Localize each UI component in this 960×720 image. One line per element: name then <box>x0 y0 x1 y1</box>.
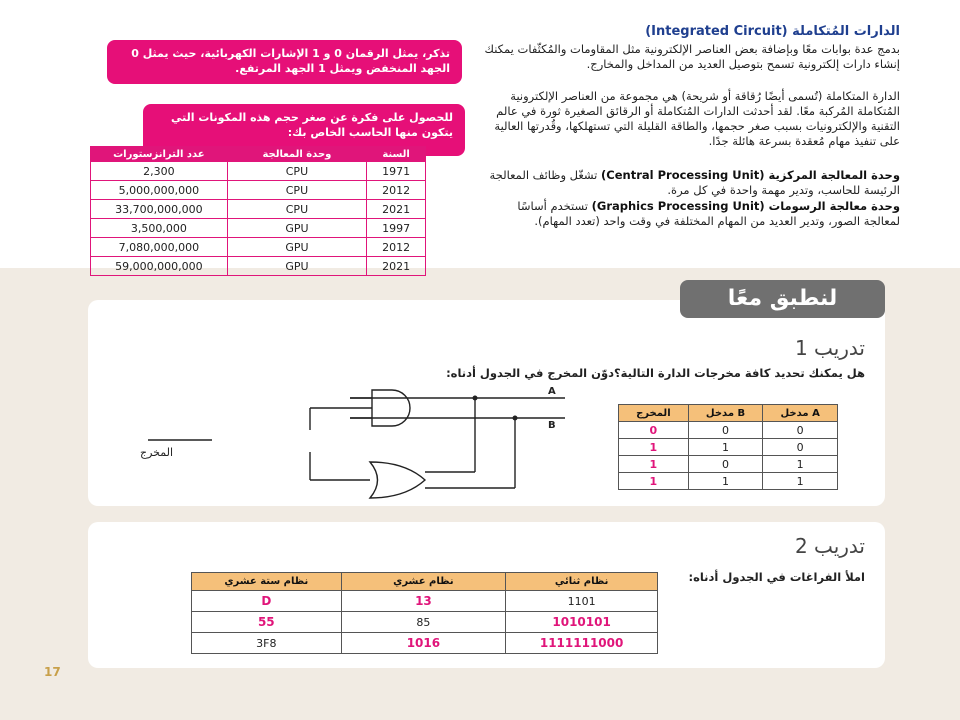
table-row <box>619 422 838 439</box>
table-row <box>192 633 658 654</box>
hex-value: D <box>192 591 342 612</box>
year: 2021 <box>367 257 426 276</box>
table-row <box>91 257 426 276</box>
input-b-value: 1 <box>688 439 763 456</box>
input-a-value: 1 <box>763 473 838 490</box>
input-b-value: 0 <box>688 422 763 439</box>
header-hex: نظام ستة عشري <box>192 573 342 591</box>
label-a: A <box>548 386 556 397</box>
cpu-description <box>480 168 900 198</box>
output-value: 1 <box>619 456 689 473</box>
exercise-1-question: هل يمكنك تحديد كافة مخرجات الدارة التالية؟دوّن المخرج في الجدول أدناه: <box>446 366 865 380</box>
transistor-count: 7,080,000,000 <box>91 238 228 257</box>
header-input-a: مدخل A <box>763 405 838 422</box>
number-systems-table <box>191 572 658 654</box>
label-output: المخرج <box>140 446 174 459</box>
processor-type: CPU <box>227 181 366 200</box>
junction-a <box>473 396 478 401</box>
binary-value: 1010101 <box>506 612 658 633</box>
hex-value: 55 <box>192 612 342 633</box>
intro-paragraph-1: بدمج عدة بوابات معًا وبإضافة بعض العناصر الإلكترونية مثل المقاومات والمُكثّفات يمكنك إنشاء دارات إلكترونية تسمح بتوصيل العديد من المداخل والمخارج. <box>484 42 900 71</box>
page-number: 17 <box>44 665 61 679</box>
processor-type: CPU <box>227 162 366 181</box>
logic-circuit-diagram <box>140 380 580 500</box>
gpu-text: تستخدم أساسًا لمعالجة الصور، وتدير العديد من المهام المختلفة في وقت واحد (تعدد المهام). <box>517 199 900 228</box>
header-output: المخرج <box>619 405 689 422</box>
header-input-b: مدخل B <box>688 405 763 422</box>
table-row <box>619 473 838 490</box>
gpu-description <box>480 199 900 229</box>
year: 1971 <box>367 162 426 181</box>
gpu-term: وحدة معالجة الرسومات (Graphics Processing Unit) <box>591 199 900 213</box>
year: 2012 <box>367 181 426 200</box>
transistor-count: 3,500,000 <box>91 219 228 238</box>
intro-paragraph-2: الدارة المتكاملة (تُسمى أيضًا رُقاقة أو شريحة) هي مجموعة من العناصر الإلكترونية المُتكاملة المُركبة معًا. لقد أحدثت الدارات المُتكاملة أو الرقائق الصغيرة ثورة في عالم التقنية والإلكترونيات بسبب صغر حجمها، والطاقة القليلة التي تستهلكها، وقُدرتها العالية على تنفيذ مهام مُعقدة بسرعة هائلة جدًا. <box>494 89 900 148</box>
cpu-term: وحدة المعالجة المركزية (Central Processing Unit) <box>601 168 900 182</box>
label-b: B <box>548 420 556 431</box>
processor-type: GPU <box>227 257 366 276</box>
table-row <box>619 456 838 473</box>
or-gate-bottom <box>370 462 425 498</box>
header-year: السنة <box>367 147 426 162</box>
table-row <box>91 162 426 181</box>
table-row <box>192 591 658 612</box>
table-row <box>619 439 838 456</box>
input-b-value: 0 <box>688 456 763 473</box>
intro-heading: الدارات المُتكاملة (Integrated Circuit) <box>645 24 900 39</box>
practice-badge: لنطبق معًا <box>680 280 885 318</box>
transistor-count: 33,700,000,000 <box>91 200 228 219</box>
hex-value: 3F8 <box>192 633 342 654</box>
exercise-2-title: تدريب 2 <box>794 534 865 558</box>
decimal-value: 85 <box>341 612 506 633</box>
transistor-count: 5,000,000,000 <box>91 181 228 200</box>
exercise-2-instruction: املأ الفراغات في الجدول أدناه: <box>688 570 865 584</box>
header-transistors: عدد الترانزستورات <box>91 147 228 162</box>
truth-table <box>618 404 838 490</box>
size-note: للحصول على فكرة عن صغر حجم هذه المكونات التي يتكون منها الحاسب الخاص بك: <box>143 104 465 156</box>
year: 2021 <box>367 200 426 219</box>
transistor-count: 2,300 <box>91 162 228 181</box>
input-a-value: 0 <box>763 422 838 439</box>
junction-b <box>513 416 518 421</box>
transistor-table <box>90 146 426 276</box>
binary-value: 1101 <box>506 591 658 612</box>
processor-type: GPU <box>227 219 366 238</box>
reminder-note: تذكر، يمثل الرقمان 0 و 1 الإشارات الكهربائية، حيث يمثل 0 الجهد المنخفض ويمثل 1 الجهد المرتفع. <box>107 40 462 84</box>
decimal-value: 1016 <box>341 633 506 654</box>
input-a-value: 0 <box>763 439 838 456</box>
processor-type: CPU <box>227 200 366 219</box>
table-row <box>91 238 426 257</box>
decimal-value: 13 <box>341 591 506 612</box>
transistor-count: 59,000,000,000 <box>91 257 228 276</box>
table-row <box>91 219 426 238</box>
cpu-text: تشغّل وظائف المعالجة الرئيسة للحاسب، وتدير مهمة واحدة في كل مرة. <box>489 168 900 197</box>
year: 2012 <box>367 238 426 257</box>
output-value: 0 <box>619 422 689 439</box>
binary-value: 1111111000 <box>506 633 658 654</box>
header-binary: نظام ثنائي <box>506 573 658 591</box>
table-row <box>91 181 426 200</box>
input-a-value: 1 <box>763 456 838 473</box>
table-row <box>91 200 426 219</box>
year: 1997 <box>367 219 426 238</box>
input-b-value: 1 <box>688 473 763 490</box>
table-row <box>192 612 658 633</box>
exercise-1-title: تدريب 1 <box>794 336 865 360</box>
and-gate <box>372 390 410 426</box>
header-decimal: نظام عشري <box>341 573 506 591</box>
processor-type: GPU <box>227 238 366 257</box>
output-value: 1 <box>619 439 689 456</box>
output-value: 1 <box>619 473 689 490</box>
header-processor: وحدة المعالجة <box>227 147 366 162</box>
